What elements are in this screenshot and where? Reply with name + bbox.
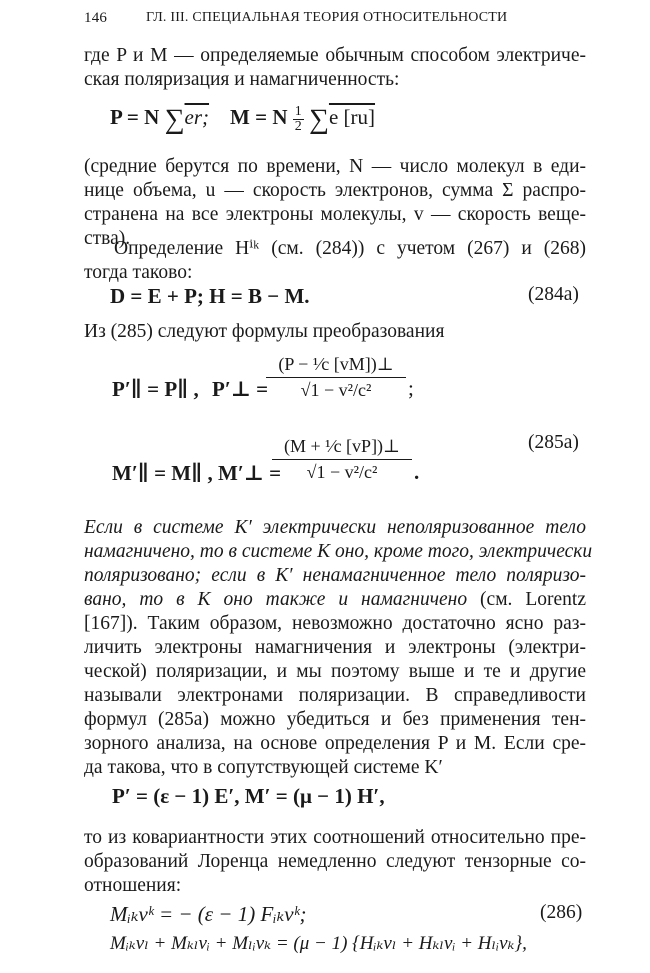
sum-symbol: ∑ (164, 104, 185, 135)
eq-p-parallel: P′∥ = P∥ , (112, 377, 199, 401)
eq-p-end: ; (408, 376, 414, 400)
text-line: личить электроны намагничения и электроны (электри- (84, 637, 586, 658)
sum-symbol: ∑ (308, 104, 329, 135)
text-line-italic: поляризовано; если в K′ ненамагниченное тело поляризо- (84, 565, 586, 586)
fraction-denominator: 2 (294, 118, 302, 134)
eq-p-perp-lhs: P′⊥ = (212, 377, 269, 401)
eq-m-rhs: e [ru] (328, 105, 376, 129)
fraction-half (293, 105, 304, 134)
equation-number-286: (286) (540, 902, 583, 923)
text-line: формул (285a) можно убедиться и без применения тен- (84, 709, 586, 730)
text-line: (средние берутся по времени, N — число молекул в еди- (84, 156, 586, 177)
text-line: где P и M — определяемые обычным способом электриче- (84, 45, 586, 66)
running-header (84, 10, 584, 34)
eq-p-rhs: er; (184, 105, 210, 129)
text-line-italic: намагничено, то в системе K оно, кроме того, электрически (84, 541, 593, 562)
fraction-p-perp (266, 354, 406, 401)
text-line: ства). (84, 228, 131, 249)
text-line-italic: Если в системе K′ электрически неполяризованное тело (84, 517, 586, 538)
fraction-m-perp (272, 436, 412, 483)
italic-span: вано, то в K оно также и намагничено (84, 589, 468, 610)
eq-m-lhs: M = N (230, 105, 288, 129)
eq-m-parallel: M′∥ = M∥ , (112, 461, 213, 485)
eq-m-end: . (414, 460, 420, 484)
eq-m-perp-lhs: M′⊥ = (218, 461, 282, 485)
text-line: ческой) поляризации, и мы поэтому выше и те и другие (84, 661, 586, 682)
equation-286-line1: Mᵢₖvᵏ = − (ε − 1) Fᵢₖvᵏ; (110, 902, 307, 926)
equation-number-284a: (284a) (528, 284, 579, 305)
text-line: странена на все электроны молекулы, v — скорость веще- (84, 204, 586, 225)
equation-number-285a: (285a) (528, 432, 579, 453)
text-line: называли электронами поляризации. В справедливости (84, 685, 586, 706)
equation-polarization-magnetization (110, 104, 375, 136)
text-line: ская поляризация и намагниченность: (84, 69, 400, 90)
fraction-numerator: 1 (294, 103, 302, 119)
fraction-numerator: (M + ¹⁄c [vP])⊥ (284, 436, 400, 456)
chapter-title: ГЛ. III. СПЕЦИАЛЬНАЯ ТЕОРИЯ ОТНОСИТЕЛЬНОСТИ (146, 10, 508, 25)
eq-p-lhs: P = N (110, 105, 160, 129)
text-line: отношения: (84, 875, 182, 896)
text-line-mixed (84, 588, 586, 612)
citation-span: (см. Lorentz (480, 589, 587, 610)
text-line: то из ковариантности этих соотношений относительно пре- (84, 827, 586, 848)
equation-media-relations: P′ = (ε − 1) E′, M′ = (μ − 1) H′, (112, 784, 385, 808)
fraction-numerator: (P − ¹⁄c [vM])⊥ (278, 354, 394, 374)
text-line: тогда таково: (84, 262, 193, 283)
text-line: зорного анализа, на основе определения P и M. Если сре- (84, 733, 586, 754)
text-line: нице объема, u — скорость электронов, сумма Σ распро- (84, 180, 586, 201)
text-line: Из (285) следуют формулы преобразования (84, 321, 445, 342)
equation-284a: D = E + P; H = B − M. (110, 284, 310, 308)
page-number: 146 (84, 10, 108, 26)
text-line: образований Лоренца немедленно следуют тензорные со- (84, 851, 586, 872)
fraction-denominator: √1 − v²/c² (266, 377, 406, 401)
text-line: [167]). Таким образом, невозможно достаточно ясно раз- (84, 613, 586, 634)
text-line: да такова, что в сопутствующей системе K′ (84, 757, 443, 778)
text-line: Определение Hⁱᵏ (см. (284)) с учетом (267) и (268) (114, 238, 586, 259)
equation-286-line2: Mᵢₖvₗ + Mₖₗvᵢ + Mₗᵢvₖ = (μ − 1) {Hᵢₖvₗ + Hₖₗvᵢ + Hₗᵢvₖ}, (110, 933, 527, 954)
fraction-denominator: √1 − v²/c² (272, 459, 412, 483)
